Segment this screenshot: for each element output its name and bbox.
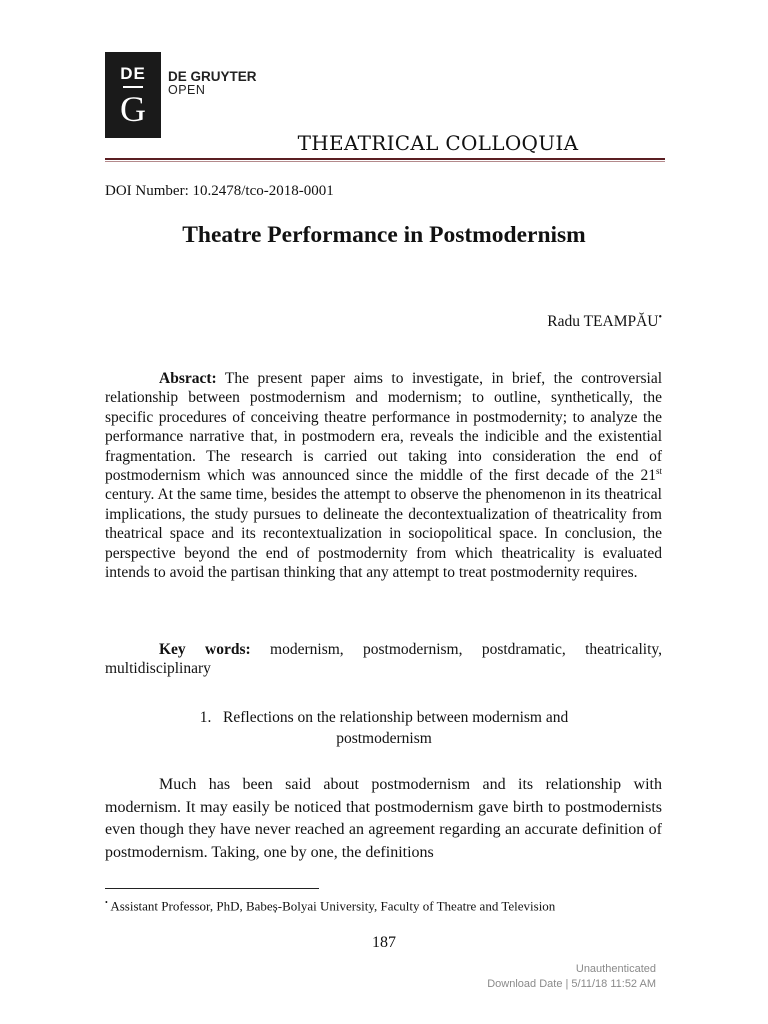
keywords-text: modernism, postmodernism, postdramatic, theatricality, multidisciplinary bbox=[105, 641, 662, 678]
abstract-sup: st bbox=[655, 465, 662, 476]
header-rule-thin bbox=[105, 161, 665, 162]
section-title-line2: postmodernism bbox=[336, 730, 432, 747]
publisher-sub: OPEN bbox=[168, 83, 206, 97]
page-number: 187 bbox=[372, 934, 396, 951]
header-rule bbox=[105, 158, 665, 160]
footnote bbox=[105, 898, 555, 914]
abstract-text-2: century. At the same time, besides the attempt to observe the phenomenon in its theatrical implications, the study pursues to delineate the decontextualization of theatricality from theatrical space and its recontextualization in sociopolitical space. In conclusion, the perspective beyond the end of postmodernity from which theatricality is evaluated intends to avoid the partisan thinking that any attempt to treat postmodernity requires. bbox=[105, 486, 662, 582]
section-heading bbox=[0, 707, 768, 749]
body-paragraph bbox=[105, 774, 662, 864]
author bbox=[547, 312, 662, 331]
footnote-rule bbox=[105, 888, 319, 889]
doi-line: DOI Number: 10.2478/tco-2018-0001 bbox=[105, 183, 334, 199]
section-number: 1. bbox=[199, 709, 212, 726]
journal-title: THEATRICAL COLLOQUIA bbox=[297, 131, 579, 155]
publisher-logo bbox=[105, 52, 267, 138]
publisher-name: DE GRUYTER bbox=[168, 69, 257, 84]
logo-mark-bottom: G bbox=[120, 89, 146, 129]
section-title-line1: Reflections on the relationship between modernism and bbox=[223, 709, 569, 726]
stamp-line2: Download Date | 5/11/18 11:52 AM bbox=[487, 978, 656, 990]
logo-mark bbox=[105, 52, 161, 138]
body-text: Much has been said about postmodernism and its relationship with modernism. It may easily be noticed that postmodernism gave birth to postmodernists even though they have never reached an agreement regarding an accurate definition of postmodernism. Taking, one by one, the definitions bbox=[105, 776, 662, 861]
abstract bbox=[105, 369, 662, 582]
stamp-line1: Unauthenticated bbox=[575, 963, 656, 975]
author-name: Radu TEAMPĂU bbox=[547, 313, 659, 331]
footnote-text: Assistant Professor, PhD, Babeș-Bolyai University, Faculty of Theatre and Television bbox=[107, 898, 556, 914]
abstract-label: Absract: bbox=[159, 370, 217, 387]
footnote-marker: • bbox=[105, 898, 108, 907]
author-footnote-marker: • bbox=[658, 312, 662, 323]
logo-mark-top: DE bbox=[120, 64, 146, 83]
download-stamp bbox=[487, 962, 656, 992]
keywords-label: Key words: bbox=[159, 641, 251, 658]
abstract-text-1: The present paper aims to investigate, in brief, the controversial relationship between postmodernism and modernism; to outline, synthetically, the specific procedures of conceiving theatre performance in postmodernity; to analyze the performance narrative that, in postmodern era, reveals the indicible and the existential fragmentation. The research is carried out taking into consideration the end of postmodernism which was announced since the middle of the first decade of the 21 bbox=[105, 370, 662, 485]
keywords bbox=[105, 640, 662, 679]
article-title: Theatre Performance in Postmodernism bbox=[182, 222, 586, 248]
